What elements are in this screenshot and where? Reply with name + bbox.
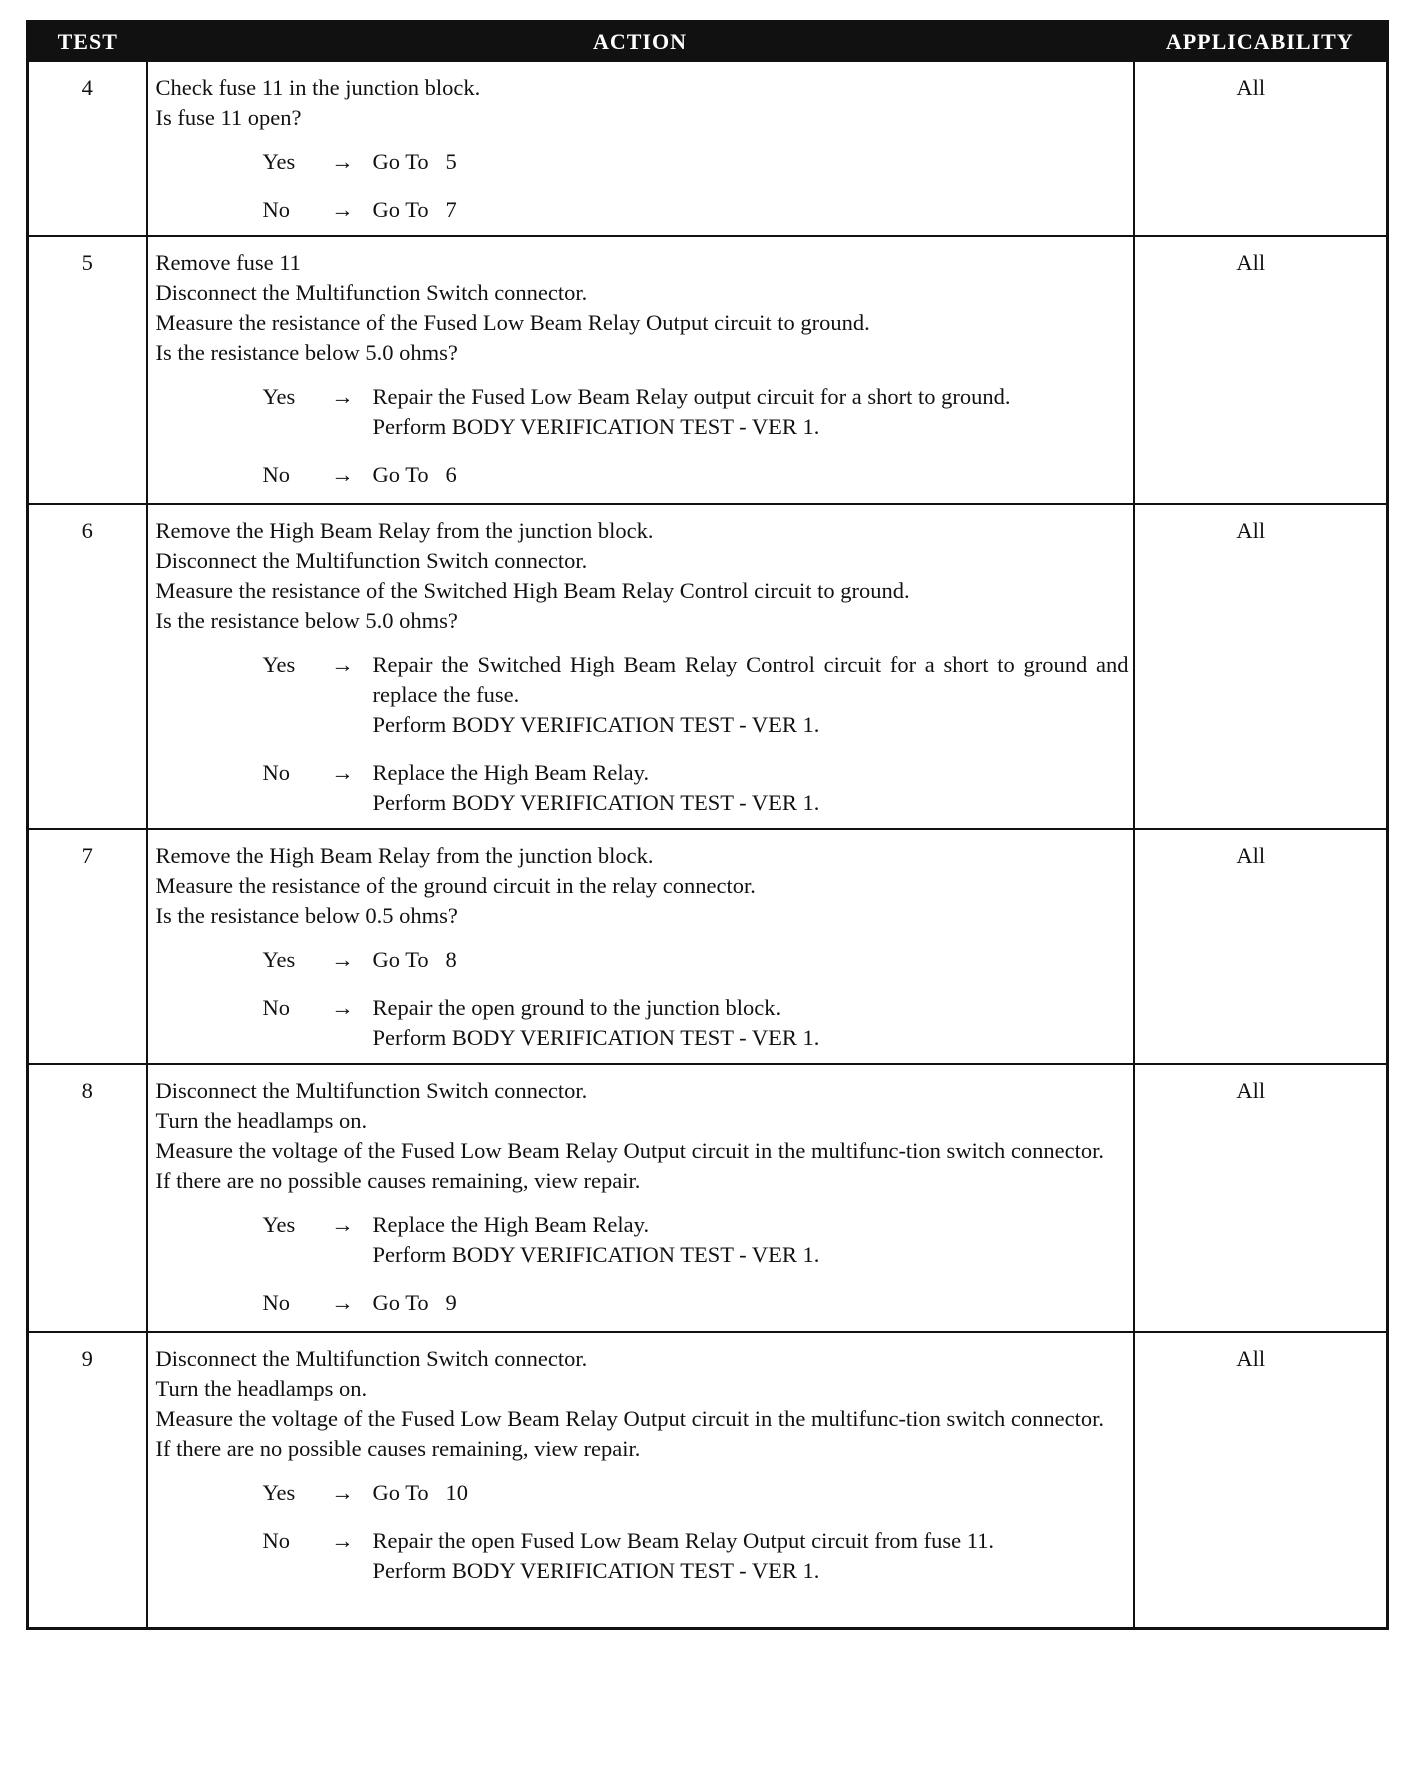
arrow-right-icon: → bbox=[331, 197, 354, 222]
outcome-answer: Yes bbox=[262, 384, 296, 409]
table-row bbox=[28, 1332, 1388, 1628]
outcome-no bbox=[156, 1288, 1129, 1318]
test-number: 9 bbox=[28, 1332, 147, 1628]
outcomes bbox=[156, 650, 1135, 818]
action-step: Check fuse 11 in the junction block. bbox=[155, 75, 481, 100]
test-number: 4 bbox=[28, 61, 147, 236]
action-cell bbox=[147, 236, 1134, 504]
arrow-right-icon: → bbox=[331, 149, 354, 174]
outcome-no bbox=[156, 460, 1129, 490]
header-action: ACTION bbox=[147, 22, 1134, 62]
result-line: Perform BODY VERIFICATION TEST - VER 1. bbox=[372, 1025, 820, 1050]
arrow-right-icon: → bbox=[331, 760, 354, 785]
table-row bbox=[28, 61, 1388, 236]
result-line: Repair the Fused Low Beam Relay output circuit for a short to ground. bbox=[372, 384, 1011, 409]
outcome-result bbox=[373, 1288, 1129, 1318]
result-line: Perform BODY VERIFICATION TEST - VER 1. bbox=[372, 712, 820, 737]
action-step: Measure the resistance of the ground circuit in the relay connector. bbox=[155, 873, 756, 898]
action-step: Is the resistance below 5.0 ohms? bbox=[155, 608, 458, 633]
arrow-right-icon: → bbox=[331, 384, 354, 409]
result-line: Repair the Switched High Beam Relay Control circuit for a short to ground and replace the fuse. bbox=[372, 652, 1135, 707]
result-line: Perform BODY VERIFICATION TEST - VER 1. bbox=[372, 414, 820, 439]
result-line: Replace the High Beam Relay. bbox=[372, 760, 650, 785]
arrow-right-icon: → bbox=[331, 462, 354, 487]
diagnostic-test-table bbox=[26, 20, 1389, 1630]
applicability-cell: All bbox=[1134, 829, 1388, 1064]
result-line: Go To 9 bbox=[372, 1290, 457, 1315]
outcome-no bbox=[156, 758, 1129, 818]
outcome-answer: No bbox=[262, 462, 290, 487]
action-step: Turn the headlamps on. bbox=[155, 1108, 368, 1133]
action-step: Measure the voltage of the Fused Low Beam Relay Output circuit in the multifunc-tion switch connector. bbox=[155, 1138, 1105, 1163]
arrow-right-icon: → bbox=[331, 995, 354, 1020]
outcome-answer: No bbox=[262, 1290, 290, 1315]
test-number: 7 bbox=[28, 829, 147, 1064]
test-number: 8 bbox=[28, 1064, 147, 1332]
applicability-cell: All bbox=[1134, 236, 1388, 504]
outcome-answer: No bbox=[262, 995, 290, 1020]
action-step: Disconnect the Multifunction Switch connector. bbox=[155, 280, 588, 305]
arrow-right-icon: → bbox=[331, 652, 354, 677]
outcome-result bbox=[373, 147, 1129, 177]
outcome-answer: No bbox=[262, 760, 290, 785]
outcome-answer: No bbox=[262, 1528, 290, 1553]
header-test: TEST bbox=[28, 22, 147, 62]
outcomes bbox=[156, 1210, 1129, 1318]
action-cell bbox=[147, 1064, 1134, 1332]
action-step: Disconnect the Multifunction Switch connector. bbox=[155, 1078, 588, 1103]
table-row bbox=[28, 829, 1388, 1064]
outcome-answer: Yes bbox=[262, 1212, 296, 1237]
action-step: Measure the resistance of the Fused Low Beam Relay Output circuit to ground. bbox=[155, 310, 870, 335]
arrow-right-icon: → bbox=[331, 1480, 354, 1505]
action-cell bbox=[147, 1332, 1134, 1628]
action-step: Remove fuse 11 bbox=[155, 250, 301, 275]
result-line: Go To 8 bbox=[372, 947, 457, 972]
result-line: Go To 10 bbox=[372, 1480, 469, 1505]
result-line: Repair the open Fused Low Beam Relay Output circuit from fuse 11. bbox=[372, 1528, 995, 1553]
outcome-no bbox=[156, 1526, 1129, 1586]
outcome-yes bbox=[156, 1478, 1129, 1508]
result-line: Perform BODY VERIFICATION TEST - VER 1. bbox=[372, 790, 820, 815]
table-row bbox=[28, 504, 1388, 829]
outcome-result bbox=[372, 650, 1135, 740]
result-line: Go To 6 bbox=[372, 462, 457, 487]
outcome-result bbox=[373, 195, 1129, 225]
result-line: Repair the open ground to the junction block. bbox=[372, 995, 782, 1020]
action-step: Remove the High Beam Relay from the junction block. bbox=[155, 518, 654, 543]
diagnostic-test-page bbox=[26, 20, 1386, 1748]
result-line: Go To 7 bbox=[372, 197, 457, 222]
outcome-result bbox=[373, 460, 1129, 490]
outcome-result bbox=[373, 1526, 1129, 1586]
outcomes bbox=[156, 147, 1129, 225]
outcome-answer: Yes bbox=[262, 947, 296, 972]
action-step: If there are no possible causes remaining, view repair. bbox=[155, 1436, 641, 1461]
outcome-result bbox=[373, 1478, 1129, 1508]
arrow-right-icon: → bbox=[331, 1290, 354, 1315]
action-step: Remove the High Beam Relay from the junction block. bbox=[155, 843, 654, 868]
outcome-yes bbox=[156, 945, 1129, 975]
outcome-no bbox=[156, 993, 1129, 1053]
outcome-answer: Yes bbox=[262, 149, 296, 174]
outcomes bbox=[156, 1478, 1129, 1586]
action-cell bbox=[147, 829, 1134, 1064]
outcome-answer: No bbox=[262, 197, 290, 222]
outcome-no bbox=[156, 195, 1129, 225]
arrow-right-icon: → bbox=[331, 947, 354, 972]
outcome-result bbox=[373, 382, 1129, 442]
outcome-result bbox=[373, 993, 1129, 1053]
action-step: Is the resistance below 5.0 ohms? bbox=[155, 340, 458, 365]
outcomes bbox=[156, 382, 1129, 490]
test-number: 5 bbox=[28, 236, 147, 504]
table-row bbox=[28, 236, 1388, 504]
table-row bbox=[28, 1064, 1388, 1332]
action-step: Measure the resistance of the Switched High Beam Relay Control circuit to ground. bbox=[155, 578, 910, 603]
outcome-answer: Yes bbox=[262, 652, 296, 677]
applicability-cell: All bbox=[1134, 504, 1388, 829]
applicability-cell: All bbox=[1134, 1064, 1388, 1332]
table-body bbox=[28, 61, 1388, 1628]
outcome-result bbox=[373, 945, 1129, 975]
action-step: Measure the voltage of the Fused Low Beam Relay Output circuit in the multifunc-tion switch connector. bbox=[155, 1406, 1105, 1431]
outcome-result bbox=[373, 1210, 1129, 1270]
result-line: Replace the High Beam Relay. bbox=[372, 1212, 650, 1237]
header-applicability: APPLICABILITY bbox=[1134, 22, 1388, 62]
action-cell bbox=[147, 61, 1134, 236]
outcome-yes bbox=[156, 147, 1129, 177]
action-step: Disconnect the Multifunction Switch connector. bbox=[155, 1346, 588, 1371]
result-line: Go To 5 bbox=[372, 149, 457, 174]
action-step: Is the resistance below 0.5 ohms? bbox=[155, 903, 458, 928]
action-cell bbox=[147, 504, 1134, 829]
outcome-result bbox=[373, 758, 1129, 818]
table-header-row bbox=[28, 22, 1388, 62]
action-step: Is fuse 11 open? bbox=[155, 105, 302, 130]
arrow-right-icon: → bbox=[331, 1528, 354, 1553]
applicability-cell: All bbox=[1134, 61, 1388, 236]
action-step: Turn the headlamps on. bbox=[155, 1376, 368, 1401]
applicability-cell: All bbox=[1134, 1332, 1388, 1628]
outcome-yes bbox=[156, 1210, 1129, 1270]
result-line: Perform BODY VERIFICATION TEST - VER 1. bbox=[372, 1558, 820, 1583]
action-step: If there are no possible causes remaining, view repair. bbox=[155, 1168, 641, 1193]
outcome-answer: Yes bbox=[262, 1480, 296, 1505]
outcome-yes bbox=[156, 650, 1135, 740]
outcome-yes bbox=[156, 382, 1129, 442]
arrow-right-icon: → bbox=[331, 1212, 354, 1237]
test-number: 6 bbox=[28, 504, 147, 829]
outcomes bbox=[156, 945, 1129, 1053]
action-step: Disconnect the Multifunction Switch connector. bbox=[155, 548, 588, 573]
result-line: Perform BODY VERIFICATION TEST - VER 1. bbox=[372, 1242, 820, 1267]
